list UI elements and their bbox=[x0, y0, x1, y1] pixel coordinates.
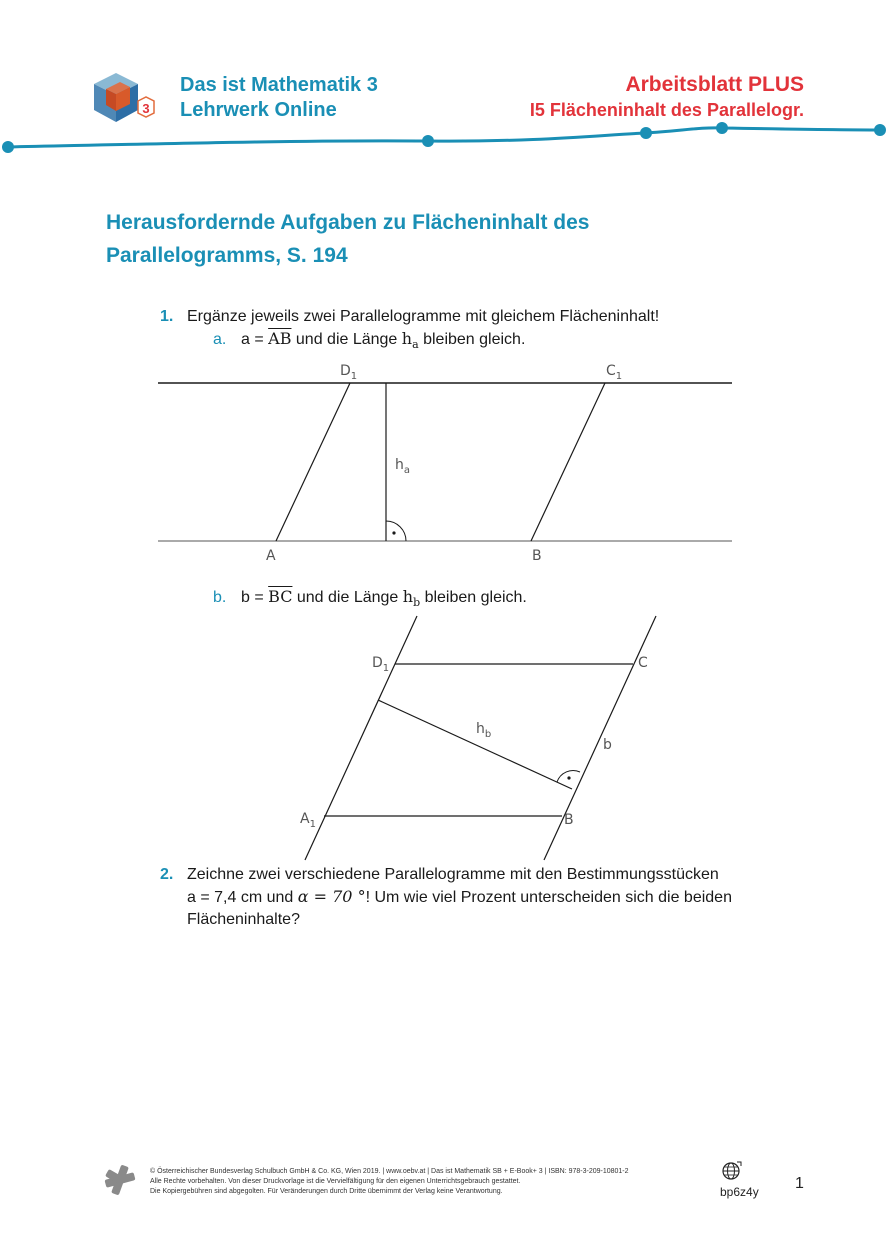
angle-expression: α = 70 ° bbox=[297, 887, 366, 906]
subtask-pre: a = bbox=[241, 331, 269, 348]
online-code[interactable]: bp6z4y bbox=[720, 1185, 759, 1199]
footer-line: © Österreichischer Bundesverlag Schulbuch GmbH & Co. KG, Wien 2019. | www.oebv.at | Das ist Mathematik SB + E-Book+ 3 | ISBN: 978-3-209-10801-2 bbox=[150, 1168, 629, 1175]
task-text: Ergänze jeweils zwei Parallelogramme mit gleichem Flächeninhalt! bbox=[187, 308, 660, 325]
sheet-topic: I5 Flächeninhalt des Parallelogr. bbox=[529, 100, 804, 120]
subtask-post: bleiben gleich. bbox=[418, 331, 526, 348]
label-a: A bbox=[266, 548, 276, 564]
brand-block bbox=[180, 73, 378, 123]
task-number: 1. bbox=[160, 308, 174, 325]
label-ha: $h_a$ bbox=[395, 457, 411, 476]
task-2-line2-pre: a = 7,4 cm und bbox=[187, 889, 298, 906]
figure-b-parallelogram bbox=[290, 608, 670, 863]
height-subscript: a bbox=[412, 338, 419, 352]
brand-title: Das ist Mathematik 3 bbox=[180, 74, 378, 96]
label-b-side: b bbox=[603, 737, 612, 753]
footer-copyright bbox=[150, 1167, 710, 1197]
label-d1: $D_1$ bbox=[372, 655, 390, 674]
task-2-line bbox=[160, 886, 800, 909]
page-title-line: Herausfordernde Aufgaben zu Flächeninhalt des bbox=[106, 211, 590, 234]
subtask-mid: und die Länge bbox=[292, 589, 403, 606]
side-ad1 bbox=[276, 383, 350, 541]
height-subscript: b bbox=[413, 596, 421, 610]
wave-dot bbox=[874, 124, 886, 136]
right-angle-dot bbox=[567, 776, 570, 779]
height-symbol: h bbox=[401, 329, 413, 348]
label-c: C bbox=[638, 655, 648, 671]
page-number: 1 bbox=[795, 1175, 804, 1192]
wave-dot bbox=[640, 127, 652, 139]
segment-ab: $\overline{AB}$ bbox=[268, 329, 292, 348]
subtask-pre: b = bbox=[241, 589, 269, 606]
task-number: 2. bbox=[160, 866, 174, 883]
publisher-logo-icon bbox=[103, 1163, 137, 1197]
page-title-line: Parallelogramms, S. 194 bbox=[106, 244, 348, 267]
label-d1: $D_1$ bbox=[340, 363, 358, 382]
left-parallel-line bbox=[305, 616, 417, 860]
task-2-line1: Zeichne zwei verschiedene Parallelogramme mit den Bestimmungsstücken bbox=[187, 866, 719, 883]
subtask-mid: und die Länge bbox=[291, 331, 402, 348]
height-hb bbox=[378, 700, 572, 789]
brand-subtitle: Lehrwerk Online bbox=[180, 99, 337, 121]
task-2-line2-post: ! Um wie viel Prozent unterscheiden sich die beiden bbox=[365, 889, 732, 906]
figure-a-parallelogram bbox=[150, 355, 750, 570]
subtask-letter: a. bbox=[213, 331, 227, 348]
page-title bbox=[106, 206, 589, 272]
label-a1: $A_1$ bbox=[300, 811, 316, 830]
task-2 bbox=[160, 864, 800, 931]
sheet-info bbox=[530, 72, 804, 122]
right-angle-mark bbox=[386, 521, 406, 541]
subtask-post: bleiben gleich. bbox=[420, 589, 527, 606]
logo-number: 3 bbox=[142, 101, 150, 116]
label-c1: $C_1$ bbox=[606, 363, 623, 382]
footer-line: Alle Rechte vorbehalten. Von dieser Druckvorlage ist die Vervielfältigung für den eigenen Unterrichtsgebrauch gestattet. bbox=[150, 1178, 521, 1185]
task-1a bbox=[213, 328, 525, 356]
footer-line: Die Kopiergebühren sind abgegolten. Für Veränderungen durch Dritte übernimmt der Verlag keine Verantwortung. bbox=[150, 1188, 503, 1195]
task-2-line3: Flächeninhalte? bbox=[187, 911, 300, 928]
sheet-type: Arbeitsblatt PLUS bbox=[625, 73, 804, 96]
cube-logo bbox=[90, 70, 170, 130]
wave-dot bbox=[422, 135, 434, 147]
globe-link-icon[interactable] bbox=[721, 1160, 743, 1182]
right-angle-mark bbox=[557, 771, 580, 782]
side-bc1 bbox=[531, 383, 605, 541]
segment-bc: $\overline{BC}$ bbox=[268, 587, 293, 606]
label-b: B bbox=[564, 812, 574, 828]
label-hb: $h_b$ bbox=[476, 721, 492, 740]
height-symbol: h bbox=[402, 587, 414, 606]
wave-dot bbox=[716, 122, 728, 134]
right-angle-dot bbox=[392, 531, 395, 534]
task-2-line bbox=[160, 864, 800, 886]
wave-dot bbox=[2, 141, 14, 153]
right-parallel-line bbox=[544, 616, 656, 860]
subtask-letter: b. bbox=[213, 589, 227, 606]
task-1-heading bbox=[160, 306, 780, 328]
label-b: B bbox=[532, 548, 542, 564]
